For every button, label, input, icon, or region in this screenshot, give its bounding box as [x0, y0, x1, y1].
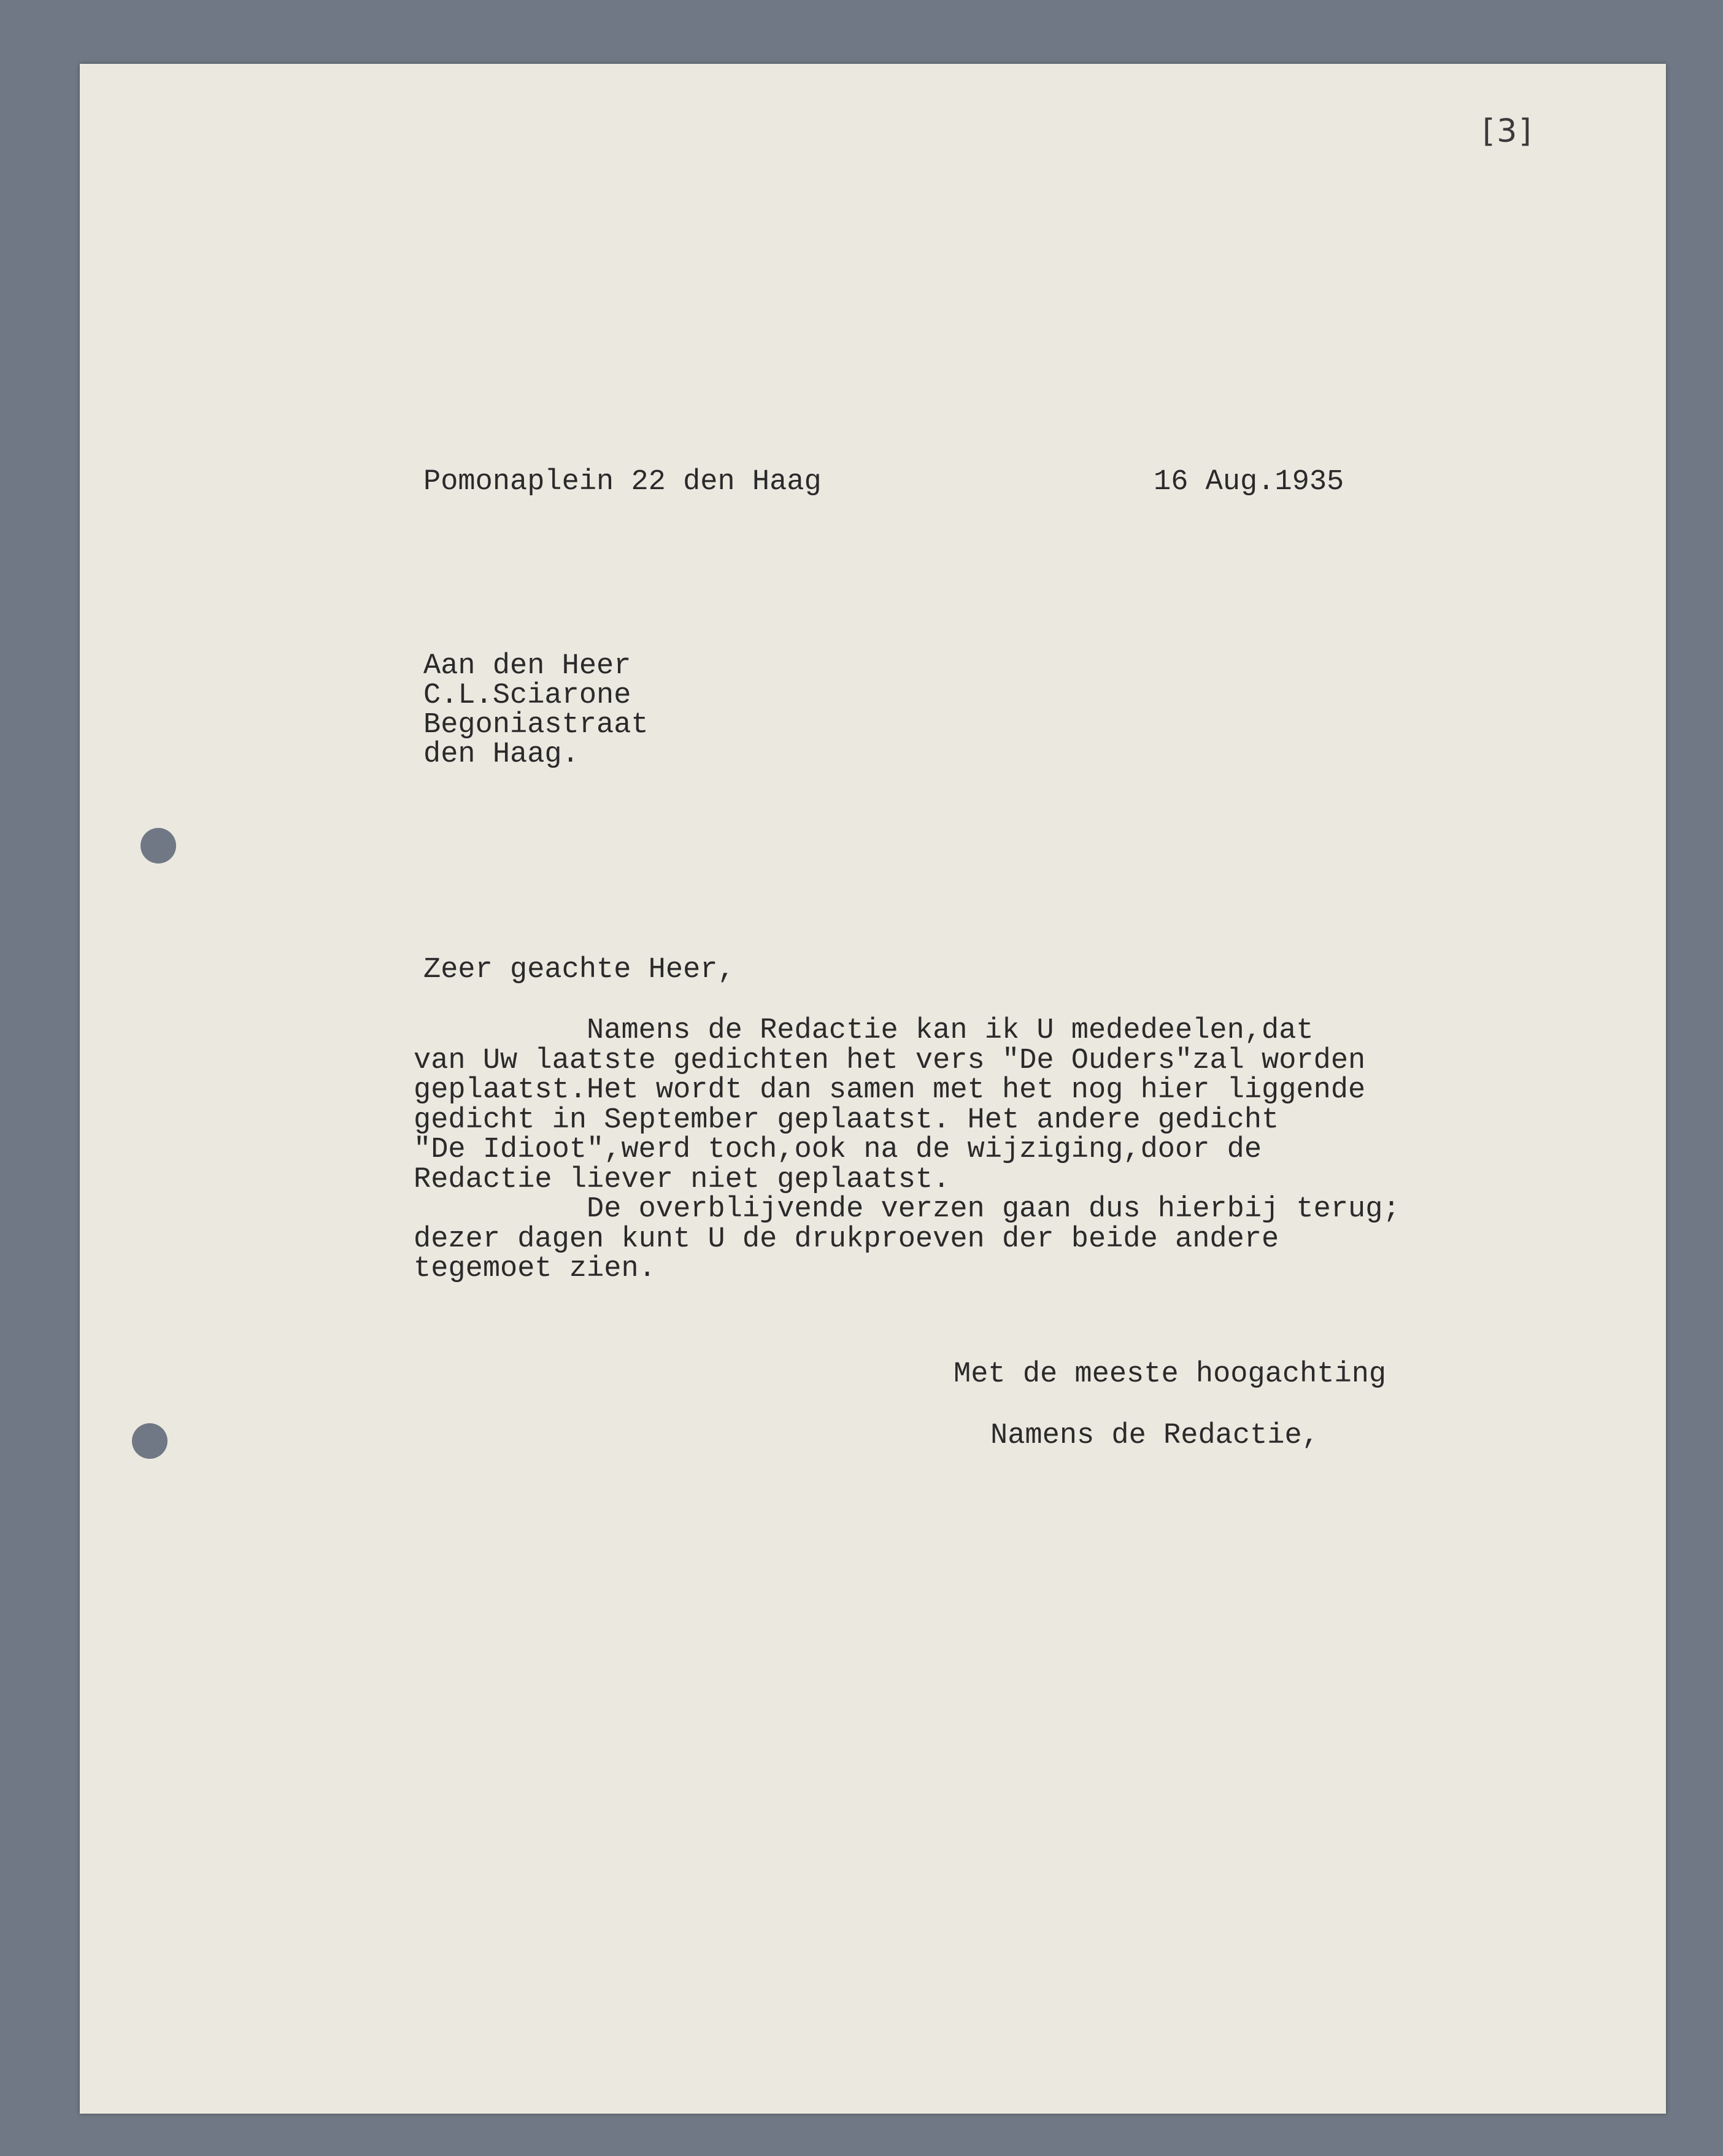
body-line: van Uw laatste gedichten het vers "De Ouders"zal worden: [414, 1044, 1366, 1077]
salutation: Zeer geachte Heer,: [423, 954, 735, 986]
letter-date: 16 Aug.1935: [1154, 466, 1344, 498]
closing-line: Met de meeste hoogachting: [954, 1358, 1387, 1391]
addressee-block: [423, 652, 649, 770]
body-line: gedicht in September geplaatst. Het andere gedicht: [414, 1103, 1279, 1137]
addressee-line: Aan den Heer: [423, 650, 631, 682]
addressee-line: den Haag.: [423, 738, 579, 771]
body-line: Redactie liever niet geplaatst.: [414, 1163, 950, 1196]
addressee-line: Begoniastraat: [423, 709, 649, 741]
signatory-line: Namens de Redactie,: [990, 1420, 1319, 1452]
punch-hole-bottom: [132, 1423, 168, 1459]
body-line: geplaatst.Het wordt dan samen met het nog hier liggende: [414, 1074, 1366, 1107]
body-line: Namens de Redactie kan ik U mededeelen,dat: [414, 1014, 1314, 1047]
sender-address: Pomonaplein 22 den Haag: [423, 466, 822, 498]
addressee-line: C.L.Sciarone: [423, 679, 631, 712]
body-line: tegemoet zien.: [414, 1253, 656, 1285]
letter-body: [414, 1016, 1400, 1285]
letter-page: [80, 64, 1666, 2114]
punch-hole-top: [141, 828, 176, 864]
body-line: dezer dagen kunt U de drukproeven der beide andere: [414, 1223, 1279, 1256]
page-number-mark: [3]: [1482, 113, 1533, 150]
body-line: De overblijvende verzen gaan dus hierbij terug;: [414, 1193, 1400, 1226]
body-line: "De Idioot",werd toch,ook na de wijziging,door de: [414, 1134, 1262, 1166]
